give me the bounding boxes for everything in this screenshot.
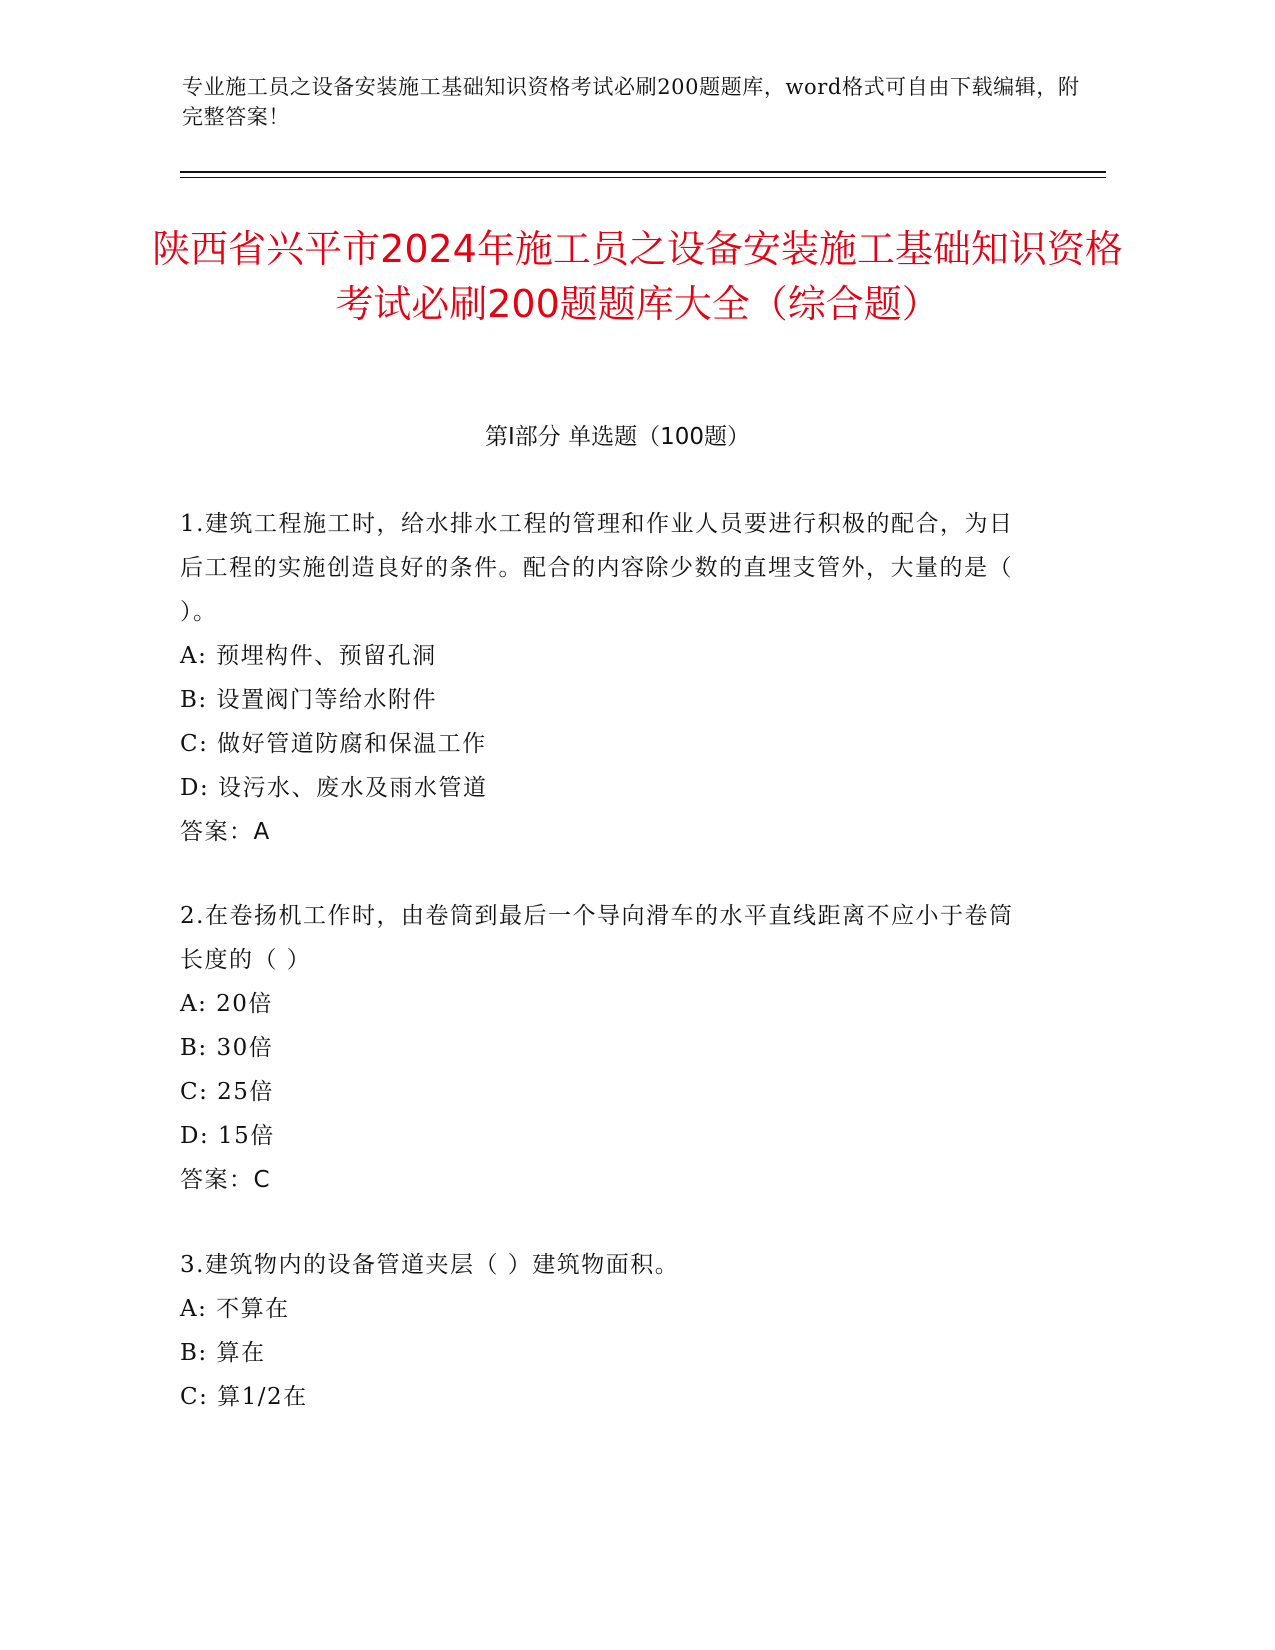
option-d: D: 15倍: [180, 1123, 275, 1149]
option-b: B: 设置阀门等给水附件: [180, 687, 437, 713]
section-title: 第I部分 单选题（100题）: [485, 424, 750, 450]
header-divider-thin: [180, 177, 1106, 178]
option-a: A: 预埋构件、预留孔洞: [180, 643, 437, 669]
option-a: A: 20倍: [180, 991, 273, 1017]
question-3: [180, 1243, 1030, 1419]
option-a: A: 不算在: [180, 1296, 290, 1322]
question-stem: 2.在卷扬机工作时，由卷筒到最后一个导向滑车的水平直线距离不应小于卷筒长度的（ ）: [180, 903, 1014, 973]
option-c: C: 做好管道防腐和保温工作: [180, 731, 487, 757]
answer-label: 答案：A: [180, 819, 271, 845]
option-d: D: 设污水、废水及雨水管道: [180, 775, 488, 801]
header-note: 专业施工员之设备安装施工基础知识资格考试必刷200题题库，word格式可自由下载编辑，附完整答案！: [182, 75, 1080, 129]
document-title: 陕西省兴平市2024年施工员之设备安装施工基础知识资格考试必刷200题题库大全（综合题）: [152, 227, 1123, 326]
option-b: B: 30倍: [180, 1035, 274, 1061]
question-stem: 1.建筑工程施工时，给水排水工程的管理和作业人员要进行积极的配合，为日后工程的实施创造良好的条件。配合的内容除少数的直埋支管外，大量的是（ ）。: [180, 511, 1014, 625]
option-c: C: 算1/2在: [180, 1384, 308, 1410]
option-b: B: 算在: [180, 1340, 266, 1366]
option-c: C: 25倍: [180, 1079, 274, 1105]
header-divider-thick: [180, 171, 1106, 173]
question-2: [180, 894, 1030, 1202]
answer-label: 答案：C: [180, 1167, 272, 1193]
question-stem: 3.建筑物内的设备管道夹层（ ）建筑物面积。: [180, 1252, 680, 1278]
question-1: [180, 502, 1030, 854]
